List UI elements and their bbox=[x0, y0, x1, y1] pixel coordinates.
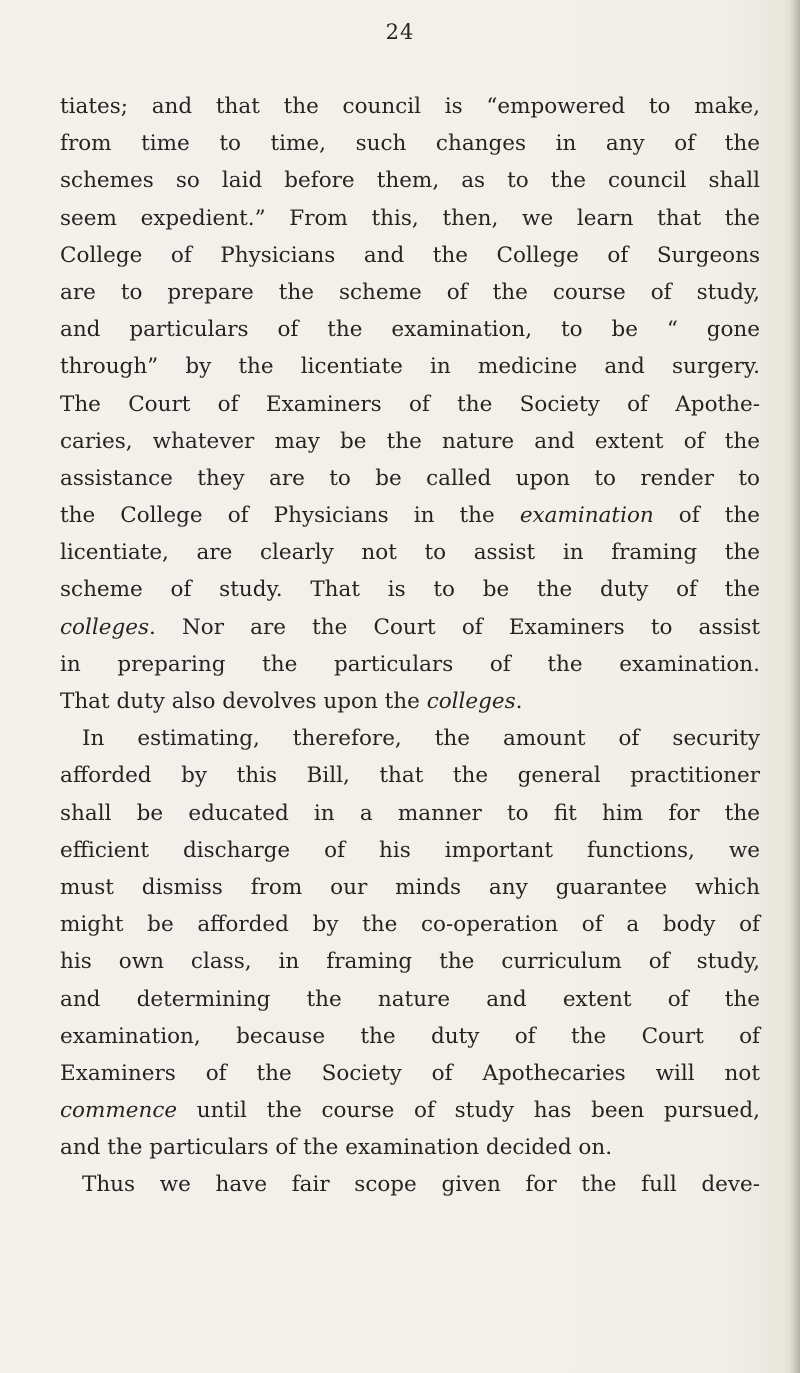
text-line: scheme of study. That is to be the duty of the bbox=[60, 577, 760, 603]
text-line: from time to time, such changes in any of the bbox=[60, 131, 760, 157]
text-line: College of Physicians and the College of Surgeons bbox=[60, 242, 760, 268]
text-line: Examiners of the Society of Apothecaries will not bbox=[60, 1060, 760, 1086]
text-line: tiates; and that the council is “empowered to make, bbox=[60, 94, 760, 119]
text-line: schemes so laid before them, as to the council shall bbox=[60, 168, 760, 194]
text-run: of the bbox=[653, 503, 760, 529]
text-line: and determining the nature and extent of the bbox=[60, 986, 760, 1012]
text-line: assistance they are to be called upon to render to bbox=[60, 465, 760, 491]
text-line: afforded by this Bill, that the general practitioner bbox=[60, 763, 760, 789]
text-line: efficient discharge of his important functions, we bbox=[60, 837, 760, 863]
text-line: and the particulars of the examination decided on. bbox=[60, 1135, 613, 1161]
text-line: might be afforded by the co-operation of a body of bbox=[60, 912, 760, 938]
italic-word: commence bbox=[60, 1098, 178, 1124]
italic-word: examination bbox=[519, 503, 654, 529]
text-run: . bbox=[515, 689, 523, 714]
text-line: his own class, in framing the curriculum of study, bbox=[60, 949, 760, 975]
text-line: Thus we have fair scope given for the full deve- bbox=[82, 1172, 760, 1198]
text-line: must dismiss from our minds any guarantee which bbox=[60, 874, 760, 900]
text-line: shall be educated in a manner to fit him for the bbox=[60, 800, 760, 826]
text-line: in preparing the particulars of the examination. bbox=[60, 651, 760, 677]
text-line: through” by the licentiate in medicine and surgery. bbox=[60, 354, 760, 380]
text-run: the College of Physicians in the bbox=[60, 503, 520, 529]
text-run: That duty also devolves upon the bbox=[60, 689, 427, 714]
text-line bbox=[60, 1092, 760, 1129]
text-run: . Nor are the Court of Examiners to assist bbox=[148, 614, 760, 640]
text-line: are to prepare the scheme of the course of study, bbox=[60, 279, 760, 305]
page-number: 24 bbox=[385, 20, 415, 44]
text-line bbox=[60, 497, 760, 534]
text-line: licentiate, are clearly not to assist in framing the bbox=[60, 540, 760, 566]
text-line: The Court of Examiners of the Society of Apothe- bbox=[60, 391, 760, 417]
text-line bbox=[60, 683, 760, 720]
text-run: until the course of study has been pursued, bbox=[177, 1098, 760, 1124]
text-line: In estimating, therefore, the amount of security bbox=[82, 726, 760, 752]
page-edge-shadow bbox=[790, 0, 800, 1373]
italic-word: colleges bbox=[60, 614, 149, 640]
text-line: examination, because the duty of the Court of bbox=[60, 1023, 760, 1049]
text-line bbox=[60, 609, 760, 646]
italic-word: colleges bbox=[426, 689, 516, 714]
text-line: caries, whatever may be the nature and extent of the bbox=[60, 428, 760, 454]
text-line: seem expedient.” From this, then, we learn that the bbox=[60, 205, 760, 231]
body-text bbox=[60, 88, 760, 1204]
text-line: and particulars of the examination, to be “ gone bbox=[60, 317, 760, 343]
